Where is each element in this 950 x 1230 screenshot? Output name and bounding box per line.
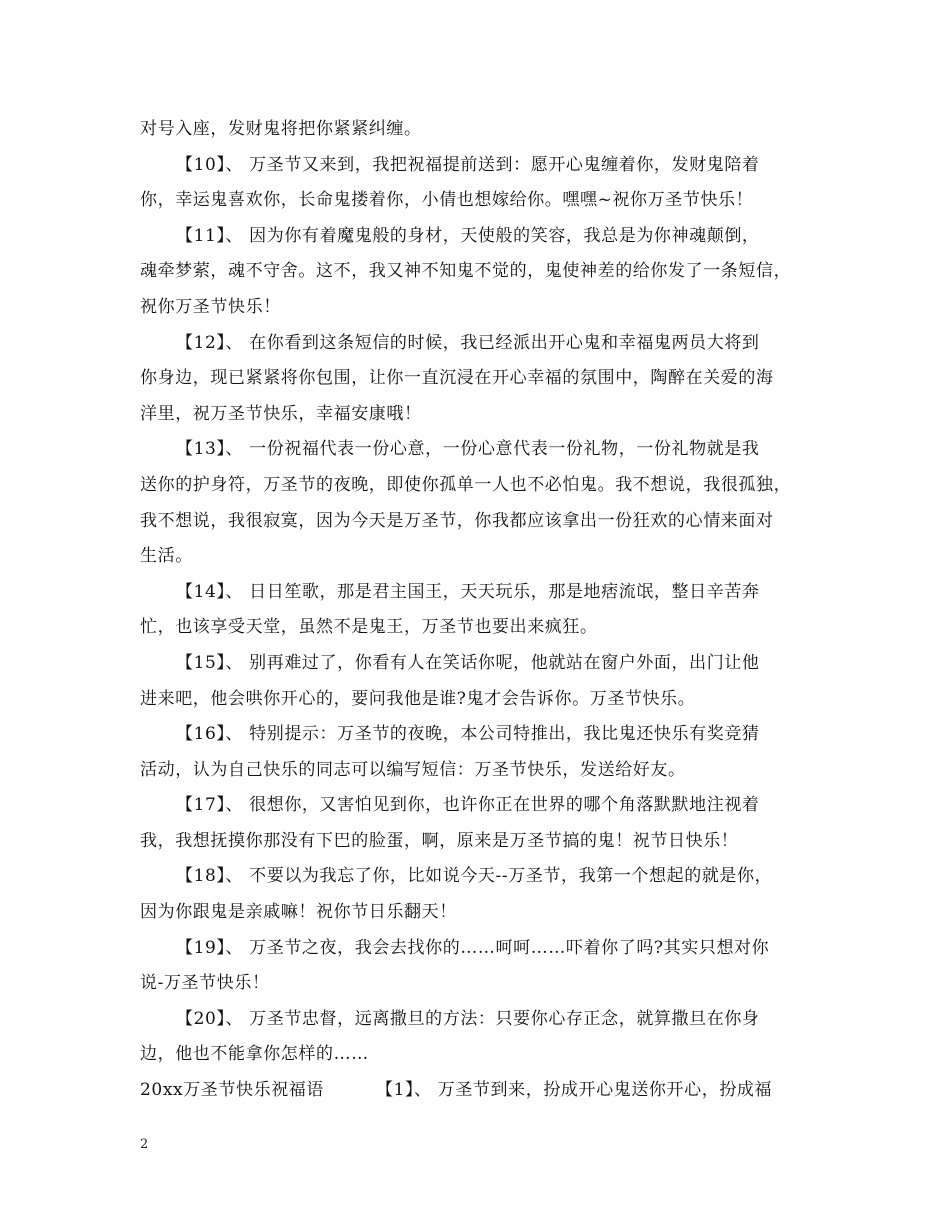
text-line: 【10】、 万圣节又来到，我把祝福提前送到：愿开心鬼缠着你，发财鬼陪着 — [176, 154, 760, 175]
text-line: 忙，也该享受天堂，虽然不是鬼王，万圣节也要出来疯狂。 — [140, 617, 598, 638]
section-line — [140, 1073, 830, 1109]
text-line: 你身边，现已紧紧将你包围，让你一直沉浸在开心幸福的氛围中，陶醉在关爱的海 — [140, 368, 774, 389]
text-line: 送你的护身符，万圣节的夜晚，即使你孤单一人也不必怕鬼。我不想说，我很孤独， — [140, 474, 792, 495]
text-line: 【14】、 日日笙歌，那是君主国王，天天玩乐，那是地痞流氓，整日辛苦奔 — [176, 581, 760, 602]
text-line: 洋里，祝万圣节快乐，幸福安康哦！ — [140, 403, 422, 424]
page-number: 2 — [140, 1137, 149, 1152]
text-line: 【1】、 万圣节到来，扮成开心鬼送你开心，扮成福 — [376, 1080, 773, 1101]
text-line: 【11】、 因为你有着魔鬼般的身材，天使般的笑容，我总是为你神魂颠倒， — [176, 225, 760, 246]
text-line: 你，幸运鬼喜欢你，长命鬼搂着你，小倩也想嫁给你。嘿嘿~祝你万圣节快乐！ — [140, 190, 754, 211]
text-line: 【17】、 很想你，又害怕见到你，也许你正在世界的哪个角落默默地注视着 — [176, 795, 760, 816]
text-line: 我，我想抚摸你那没有下巴的脸蛋，啊，原来是万圣节搞的鬼！祝节日快乐！ — [140, 830, 739, 851]
text-line: 【12】、 在你看到这条短信的时候，我已经派出开心鬼和幸福鬼两员大将到 — [176, 332, 760, 353]
text-line: 进来吧，他会哄你开心的，要问我他是谁?鬼才会告诉你。万圣节快乐。 — [140, 688, 696, 709]
text-line: 因为你跟鬼是亲戚嘛！祝你节日乐翻天！ — [140, 902, 457, 923]
text-line: 活动，认为自己快乐的同志可以编写短信：万圣节快乐，发送给好友。 — [140, 759, 686, 780]
text-line: 生活。 — [140, 546, 193, 567]
text-line: 魂牵梦萦，魂不守舍。这不，我又神不知鬼不觉的，鬼使神差的给你发了一条短信， — [140, 261, 792, 282]
text-line: 【19】、 万圣节之夜，我会去找你的……呵呵……吓着你了吗?其实只想对你 — [176, 937, 770, 958]
text-line: 【20】、 万圣节忠督，远离撒旦的方法：只要你心存正念，就算撒旦在你身 — [176, 1008, 760, 1029]
text-line: 边，他也不能拿你怎样的…… — [140, 1044, 369, 1065]
text-line: 【18】、 不要以为我忘了你，比如说今天--万圣节，我第一个想起的就是你， — [176, 866, 773, 887]
section-heading: 20xx万圣节快乐祝福语 — [140, 1080, 325, 1101]
text-line: 【15】、 别再难过了，你看有人在笑话你呢，他就站在窗户外面，出门让他 — [176, 652, 760, 673]
text-line: 说-万圣节快乐！ — [140, 973, 270, 994]
text-line: 对号入座，发财鬼将把你紧紧纠缠。 — [140, 119, 422, 139]
text-line: 【13】、 一份祝福代表一份心意，一份心意代表一份礼物，一份礼物就是我 — [176, 439, 760, 460]
text-line: 祝你万圣节快乐！ — [140, 296, 281, 317]
text-line: 我不想说，我很寂寞，因为今天是万圣节，你我都应该拿出一份狂欢的心情来面对 — [140, 510, 774, 531]
document-body — [140, 112, 830, 1109]
text-line: 【16】、 特别提示：万圣节的夜晚，本公司特推出，我比鬼还快乐有奖竞猜 — [176, 724, 760, 745]
